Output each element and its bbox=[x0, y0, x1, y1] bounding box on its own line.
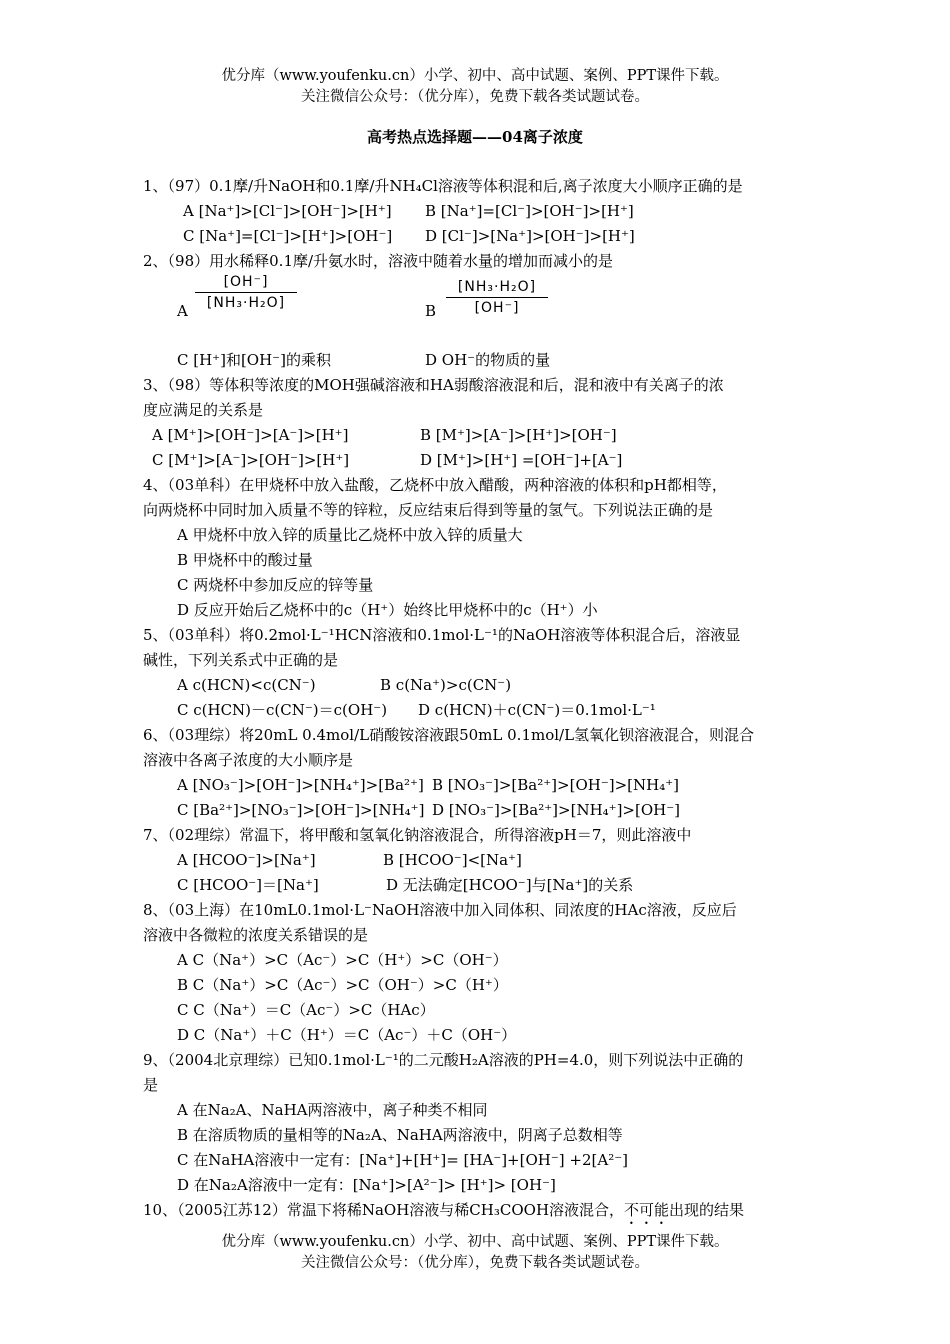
q2-option-a-fraction bbox=[195, 274, 297, 311]
q3-option-a: A [M⁺]>[OH⁻]>[A⁻]>[H⁺] bbox=[152, 426, 349, 444]
q4-option-c: C 两烧杯中参加反应的锌等量 bbox=[177, 576, 374, 594]
q9-option-d: D 在Na₂A溶液中一定有：[Na⁺]>[A²⁻]> [H⁺]> [OH⁻] bbox=[177, 1176, 556, 1194]
q5-stem-line-1: 5、（03单科）将0.2mol·L⁻¹HCN溶液和0.1mol·L⁻¹的NaOH溶液等体积混合后，溶液显 bbox=[143, 626, 741, 644]
q7-option-a: A [HCOO⁻]>[Na⁺] bbox=[177, 851, 316, 869]
q6-option-c: C [Ba²⁺]>[NO₃⁻]>[OH⁻]>[NH₄⁺] bbox=[177, 801, 425, 819]
q6-stem-line-2: 溶液中各离子浓度的大小顺序是 bbox=[143, 751, 354, 769]
q7-stem: 7、（02理综）常温下，将甲酸和氢氧化钠溶液混合，所得溶液pH＝7，则此溶液中 bbox=[143, 826, 692, 844]
q8-option-b: B C（Na⁺）>C（Ac⁻）>C（OH⁻）>C（H⁺） bbox=[177, 976, 508, 994]
header-line-1: 优分库（www.youfenku.cn）小学、初中、高中试题、案例、PPT课件下载。 bbox=[221, 68, 729, 84]
q10-stem-prefix: 10、（2005江苏12）常温下将稀NaOH溶液与稀CH₃COOH溶液混合， bbox=[143, 1201, 625, 1219]
fraction-bar bbox=[446, 297, 548, 298]
q5-option-d: D c(HCN)＋c(CN⁻)＝0.1mol·L⁻¹ bbox=[418, 701, 656, 719]
q4-option-d: D 反应开始后乙烧杯中的c（H⁺）始终比甲烧杯中的c（H⁺）小 bbox=[177, 601, 598, 619]
q9-stem-line-1: 9、（2004北京理综）已知0.1mol·L⁻¹的二元酸H₂A溶液的PH=4.0，则下列说法中正确的 bbox=[143, 1051, 744, 1069]
q10-stem bbox=[143, 1198, 744, 1228]
q3-option-d: D [M⁺]>[H⁺] =[OH⁻]+[A⁻] bbox=[420, 451, 623, 469]
q5-stem-line-2: 碱性，下列关系式中正确的是 bbox=[143, 651, 339, 669]
q4-option-a: A 甲烧杯中放入锌的质量比乙烧杯中放入锌的质量大 bbox=[177, 526, 523, 544]
q6-stem-line-1: 6、（03理综）将20mL 0.4mol/L硝酸铵溶液跟50mL 0.1mol/L氢氧化钡溶液混合，则混合 bbox=[143, 726, 755, 744]
q10-stem-emphasis: 不可能 bbox=[624, 1201, 670, 1219]
header-line-2: 关注微信公众号：（优分库），免费下载各类试题试卷。 bbox=[301, 89, 649, 105]
q2-option-c: C [H⁺]和[OH⁻]的乘积 bbox=[177, 351, 331, 369]
q5-option-c: C c(HCN)－c(CN⁻)＝c(OH⁻) bbox=[177, 701, 388, 719]
q4-stem-line-2: 向两烧杯中同时加入质量不等的锌粒，反应结束后得到等量的氢气。下列说法正确的是 bbox=[143, 501, 714, 519]
page-header bbox=[0, 66, 950, 108]
q2-option-b-denominator: [OH⁻] bbox=[474, 300, 520, 316]
q3-option-b: B [M⁺]>[A⁻]>[H⁺]>[OH⁻] bbox=[420, 426, 617, 444]
q2-stem: 2、（98）用水稀释0.1摩/升氨水时，溶液中随着水量的增加而减小的是 bbox=[143, 252, 614, 270]
q1-option-b: B [Na⁺]=[Cl⁻]>[OH⁻]>[H⁺] bbox=[425, 202, 634, 220]
q4-stem-line-1: 4、（03单科）在甲烧杯中放入盐酸，乙烧杯中放入醋酸，两种溶液的体积和pH都相等， bbox=[143, 476, 727, 494]
q8-option-a: A C（Na⁺）>C（Ac⁻）>C（H⁺）>C（OH⁻） bbox=[177, 951, 508, 969]
q2-option-b-label: B bbox=[425, 302, 437, 320]
q1-stem: 1、（97）0.1摩/升NaOH和0.1摩/升NH₄Cl溶液等体积混和后,离子浓度大小顺序正确的是 bbox=[143, 177, 743, 195]
q9-option-c: C 在NaHA溶液中一定有：[Na⁺]+[H⁺]= [HA⁻]+[OH⁻] +2[A²⁻] bbox=[177, 1151, 628, 1169]
page-title: 高考热点选择题——04离子浓度 bbox=[367, 128, 583, 146]
q3-stem-line-1: 3、（98）等体积等浓度的MOH强碱溶液和HA弱酸溶液混和后，混和液中有关离子的浓 bbox=[143, 376, 724, 394]
q5-option-b: B c(Na⁺)>c(CN⁻) bbox=[380, 676, 512, 694]
q9-option-b: B 在溶质物质的量相等的Na₂A、NaHA两溶液中，阴离子总数相等 bbox=[177, 1126, 623, 1144]
q2-option-b-numerator: [NH₃·H₂O] bbox=[457, 279, 537, 295]
q3-stem-line-2: 度应满足的关系是 bbox=[143, 401, 264, 419]
q1-option-d: D [Cl⁻]>[Na⁺]>[OH⁻]>[H⁺] bbox=[425, 227, 635, 245]
q8-option-d: D C（Na⁺）＋C（H⁺）＝C（Ac⁻）＋C（OH⁻） bbox=[177, 1026, 517, 1044]
q9-option-a: A 在Na₂A、NaHA两溶液中，离子种类不相同 bbox=[177, 1101, 488, 1119]
q6-option-b: B [NO₃⁻]>[Ba²⁺]>[OH⁻]>[NH₄⁺] bbox=[432, 776, 679, 794]
q8-option-c: C C（Na⁺）＝C（Ac⁻）>C（HAc） bbox=[177, 1001, 435, 1019]
q7-option-c: C [HCOO⁻]＝[Na⁺] bbox=[177, 876, 319, 894]
q1-option-c: C [Na⁺]=[Cl⁻]>[H⁺]>[OH⁻] bbox=[183, 227, 393, 245]
q8-stem-line-2: 溶液中各微粒的浓度关系错误的是 bbox=[143, 926, 369, 944]
q1-option-a: A [Na⁺]>[Cl⁻]>[OH⁻]>[H⁺] bbox=[183, 202, 392, 220]
fraction-bar bbox=[195, 292, 297, 293]
q9-stem-line-2: 是 bbox=[143, 1076, 159, 1094]
footer-line-1: 优分库（www.youfenku.cn）小学、初中、高中试题、案例、PPT课件下载。 bbox=[221, 1234, 729, 1250]
q4-option-b: B 甲烧杯中的酸过量 bbox=[177, 551, 313, 569]
footer-line-2: 关注微信公众号：（优分库），免费下载各类试题试卷。 bbox=[301, 1255, 649, 1271]
q2-option-d: D OH⁻的物质的量 bbox=[425, 351, 551, 369]
q6-option-a: A [NO₃⁻]>[OH⁻]>[NH₄⁺]>[Ba²⁺] bbox=[177, 776, 424, 794]
q7-option-b: B [HCOO⁻]<[Na⁺] bbox=[383, 851, 522, 869]
q6-option-d: D [NO₃⁻]>[Ba²⁺]>[NH₄⁺]>[OH⁻] bbox=[432, 801, 680, 819]
q10-stem-suffix: 出现的结果 bbox=[669, 1201, 745, 1219]
q2-option-a-label: A bbox=[177, 302, 188, 320]
q2-option-a-numerator: [OH⁻] bbox=[223, 274, 269, 290]
q2-option-a-denominator: [NH₃·H₂O] bbox=[206, 295, 286, 311]
q7-option-d: D 无法确定[HCOO⁻]与[Na⁺]的关系 bbox=[386, 876, 634, 894]
page-footer bbox=[0, 1232, 950, 1274]
q5-option-a: A c(HCN)<c(CN⁻) bbox=[177, 676, 316, 694]
q8-stem-line-1: 8、（03上海）在10mL0.1mol·L⁻NaOH溶液中加入同体积、同浓度的HAc溶液，反应后 bbox=[143, 901, 737, 919]
q3-option-c: C [M⁺]>[A⁻]>[OH⁻]>[H⁺] bbox=[152, 451, 350, 469]
q2-option-b-fraction bbox=[446, 279, 548, 316]
